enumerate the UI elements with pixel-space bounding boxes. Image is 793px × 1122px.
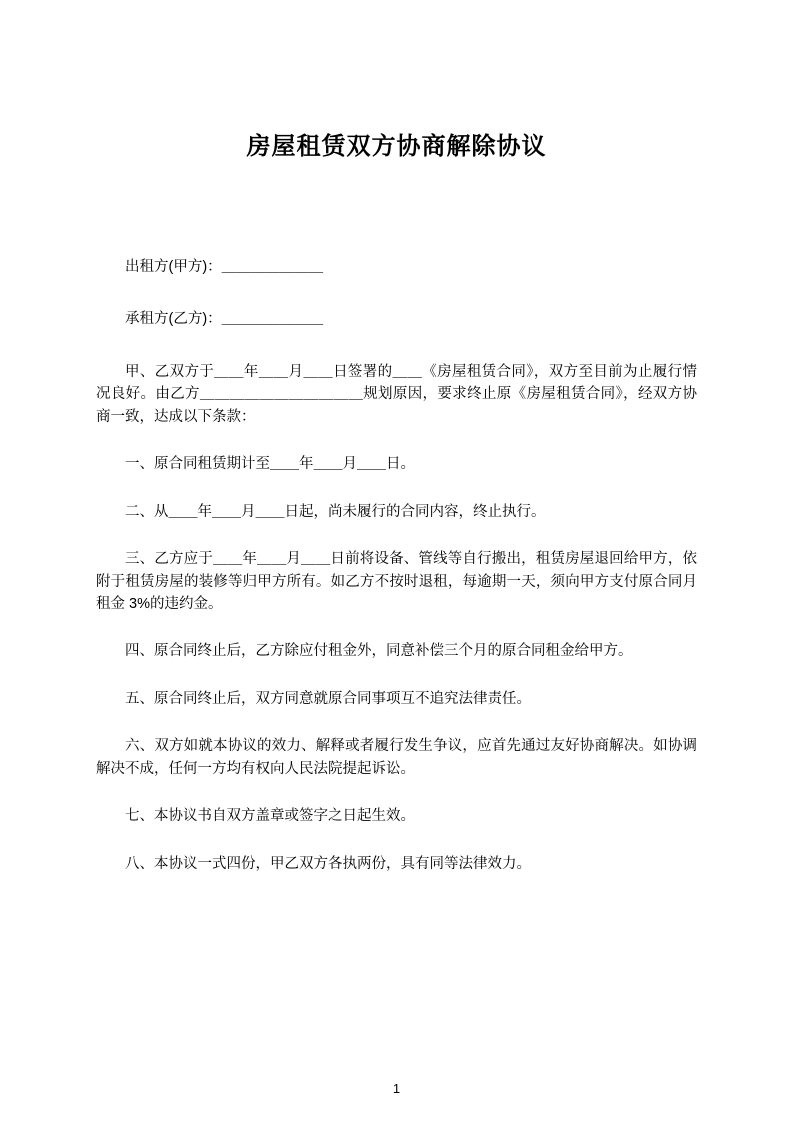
clause-4: 四、原合同终止后，乙方除应付租金外，同意补偿三个月的原合同租金给甲方。 (125, 643, 633, 660)
page-number: 1 (392, 1081, 401, 1096)
preamble-paragraph: 甲、乙双方于＿＿年＿＿月＿＿日签署的＿＿《房屋租赁合同》，双方至目前为止履行情况良好。由乙方＿＿＿＿＿＿＿＿＿＿＿规划原因，要求终止原《房屋租赁合同》，经双方协商一致，达成以下条款： (96, 363, 697, 425)
clause-6: 六、双方如就本协议的效力、解释或者履行发生争议，应首先通过友好协商解决。如协调解决不成，任何一方均有权向人民法院提起诉讼。 (96, 738, 697, 777)
clause-5: 五、原合同终止后，双方同意就原合同事项互不追究法律责任。 (125, 690, 531, 707)
clause-8: 八、本协议一式四份，甲乙双方各执两份，具有同等法律效力。 (125, 855, 531, 872)
clause-1: 一、原合同租赁期计至＿＿年＿＿月＿＿日。 (125, 456, 415, 473)
clause-2: 二、从＿＿年＿＿月＿＿日起，尚未履行的合同内容，终止执行。 (125, 503, 546, 520)
party-lessee-line: 承租方(乙方)：＿＿＿＿＿＿＿ (125, 311, 324, 328)
page-title: 房屋租赁双方协商解除协议 (246, 133, 547, 160)
clause-7: 七、本协议书自双方盖章或签字之日起生效。 (125, 808, 415, 825)
party-lessor-line: 出租方(甲方)：＿＿＿＿＿＿＿ (125, 258, 324, 275)
clause-3: 三、乙方应于＿＿年＿＿月＿＿日前将设备、管线等自行搬出，租赁房屋退回给甲方，依附于租赁房屋的装修等归甲方所有。如乙方不按时退租，每逾期一天，须向甲方支付原合同月租金 3%的违约金。 (96, 551, 697, 613)
document-body (96, 256, 697, 876)
